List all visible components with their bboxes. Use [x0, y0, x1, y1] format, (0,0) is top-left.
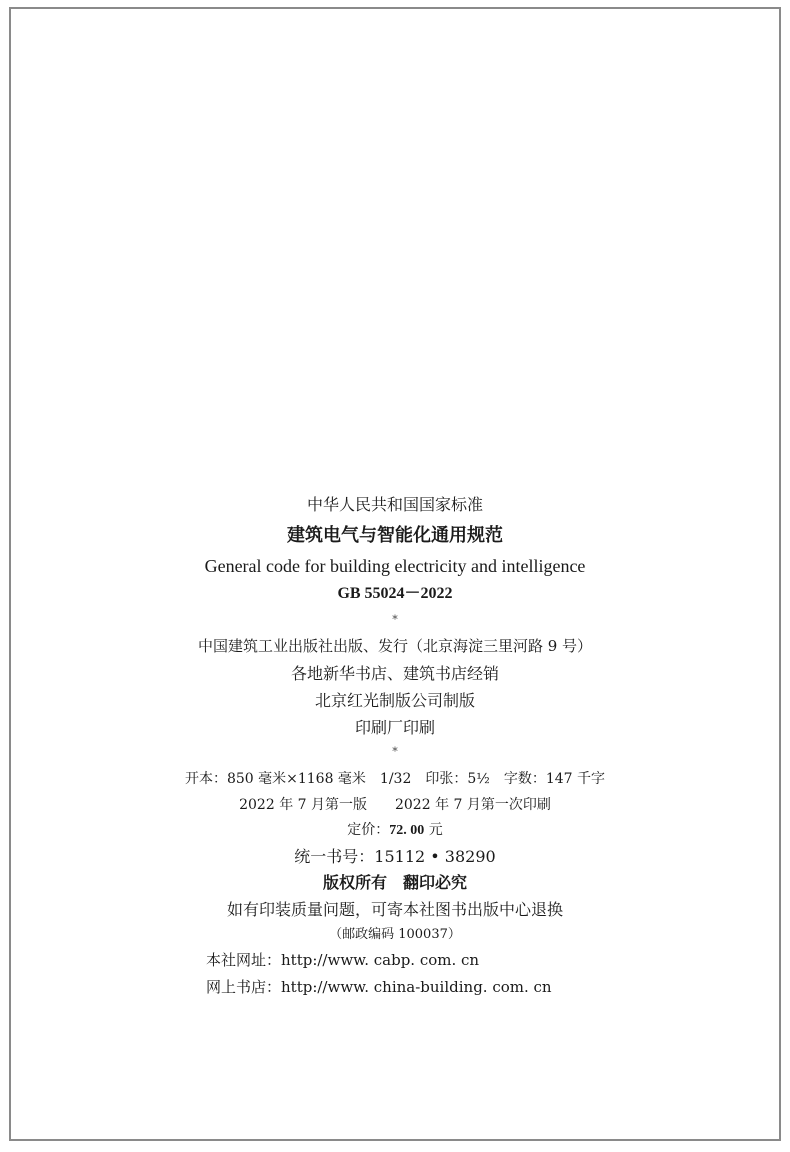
- book-number: 统一书号：15112 • 38290: [294, 847, 496, 866]
- standard-type: 中华人民共和国国家标准: [306, 495, 483, 514]
- return-notice: 如有印装质量问题，可寄本社图书出版中心退换: [226, 900, 563, 919]
- standard-code: GB 55024－2022: [337, 585, 453, 602]
- copyright-notice: 版权所有 翻印必究: [322, 873, 467, 892]
- separator-asterisk: *: [392, 745, 398, 758]
- prepress-line: 北京红光制版公司制版: [314, 691, 475, 710]
- price-unit: 元: [428, 822, 443, 838]
- online-shop-line: 网上书店：http://www. china-building. com. cn: [206, 978, 552, 996]
- format-spec-line: 开本：850 毫米×1168 毫米 1/32 印张：5½ 字数：147 千字: [184, 771, 606, 787]
- website-line: 本社网址：http://www. cabp. com. cn: [206, 951, 480, 969]
- title-english: General code for building electricity and intelligence: [204, 556, 586, 576]
- separator-asterisk: *: [392, 613, 398, 626]
- distributor-line: 各地新华书店、建筑书店经销: [290, 664, 499, 683]
- price-line: [0, 823, 790, 838]
- title-chinese: 建筑电气与智能化通用规范: [287, 525, 503, 546]
- publisher-line: 中国建筑工业出版社出版、发行（北京海淀三里河路 9 号）: [197, 637, 593, 655]
- price-label: 定价：: [347, 822, 390, 838]
- edition-line: 2022 年 7 月第一版 2022 年 7 月第一次印刷: [239, 797, 551, 813]
- printing-line: 印刷厂印刷: [354, 718, 435, 737]
- price-value: 72. 00: [389, 823, 425, 838]
- postcode: （邮政编码 100037）: [329, 927, 461, 942]
